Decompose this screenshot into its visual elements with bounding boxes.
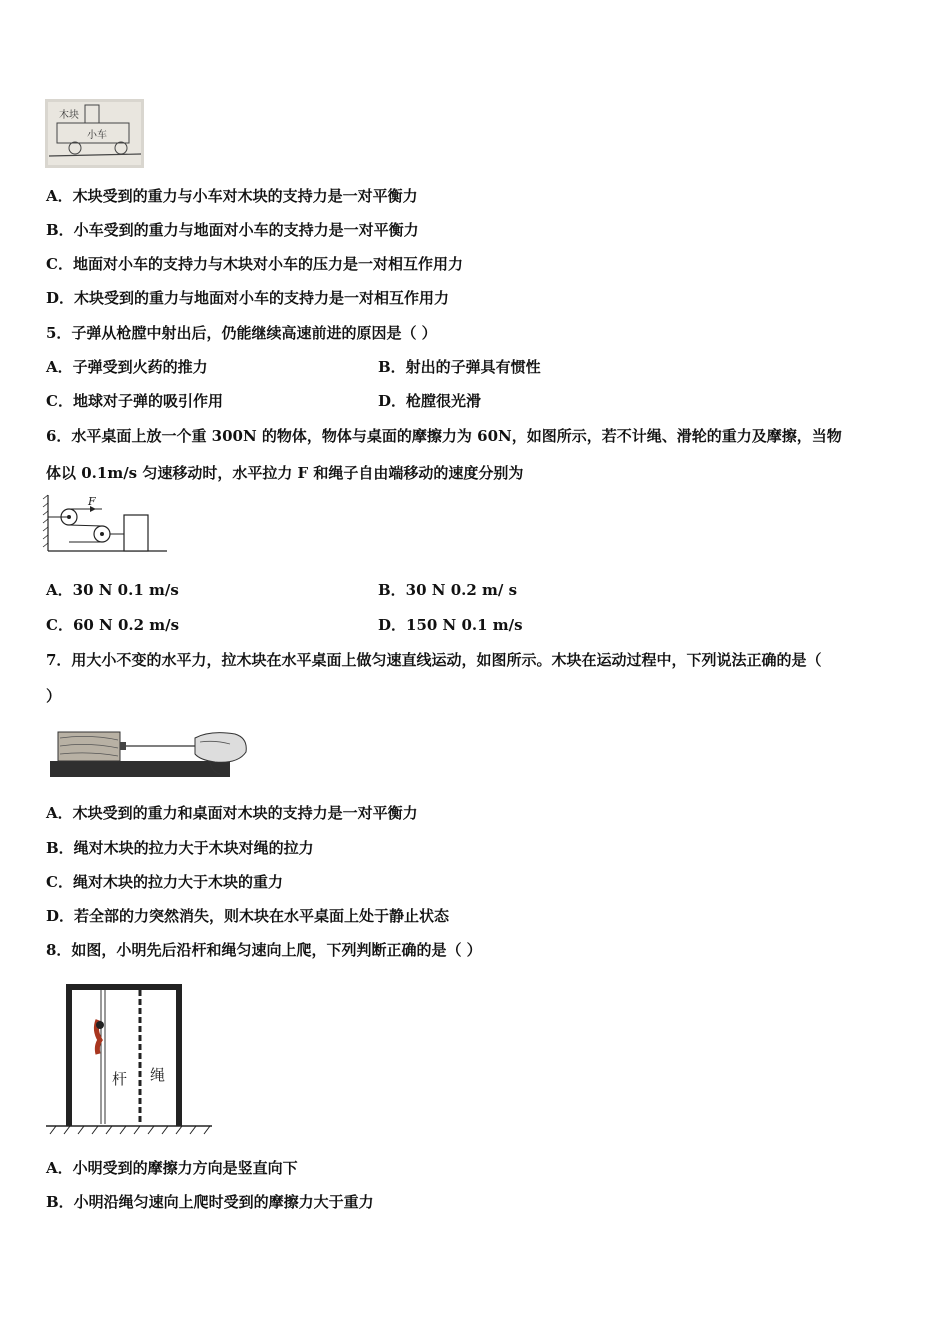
q7-option-d[interactable]: D．若全部的力突然消失，则木块在水平桌面上处于静止状态 <box>46 907 450 925</box>
pulling-block-drawing <box>50 724 248 780</box>
q6-stem-line2: 体以 0.1m/s 匀速移动时，水平拉力 F 和绳子自由端移动的速度分别为 <box>46 464 524 482</box>
q5-option-d[interactable]: D．枪膛很光滑 <box>378 392 482 410</box>
q5-option-a[interactable]: A．子弹受到火药的推力 <box>46 358 208 376</box>
q8-option-b[interactable]: B．小明沿绳匀速向上爬时受到的摩擦力大于重力 <box>46 1193 374 1211</box>
q5-option-b[interactable]: B．射出的子弹具有惯性 <box>378 358 541 376</box>
pulley-drawing <box>42 493 170 557</box>
q8-option-a[interactable]: A．小明受到的摩擦力方向是竖直向下 <box>46 1159 298 1177</box>
force-label-f: F <box>88 495 96 508</box>
q6-option-d[interactable]: D．150 N 0.1 m/s <box>378 616 523 634</box>
q7-stem-line2: ） <box>46 687 62 705</box>
block-cart-drawing <box>45 99 144 168</box>
q7-option-c[interactable]: C．绳对木块的拉力大于木块的重力 <box>46 873 283 891</box>
pole-label: 杆 <box>112 1070 128 1088</box>
figure-pole-rope <box>44 980 214 1140</box>
q6-stem-line1: 6．水平桌面上放一个重 300N 的物体，物体与桌面的摩擦力为 60N，如图所示，若不计绳、滑轮的重力及摩擦，当物 <box>46 427 842 445</box>
q4-option-a[interactable]: A．木块受到的重力与小车对木块的支持力是一对平衡力 <box>46 187 418 205</box>
figure-block-on-cart <box>45 99 144 168</box>
q4-option-d[interactable]: D．木块受到的重力与地面对小车的支持力是一对相互作用力 <box>46 289 450 307</box>
q4-option-c[interactable]: C．地面对小车的支持力与木块对小车的压力是一对相互作用力 <box>46 255 463 273</box>
q8-stem: 8．如图，小明先后沿杆和绳匀速向上爬，下列判断正确的是（ ） <box>46 941 482 959</box>
rope-label: 绳 <box>150 1066 166 1084</box>
q6-option-b[interactable]: B．30 N 0.2 m/ s <box>378 581 518 599</box>
figure-pulley <box>42 493 170 557</box>
cart-label: 小车 <box>87 130 107 141</box>
figure-pulling-block <box>50 724 248 780</box>
q7-option-a[interactable]: A．木块受到的重力和桌面对木块的支持力是一对平衡力 <box>46 804 418 822</box>
q6-option-c[interactable]: C．60 N 0.2 m/s <box>46 616 180 634</box>
pole-rope-drawing <box>44 980 214 1140</box>
q4-option-b[interactable]: B．小车受到的重力与地面对小车的支持力是一对平衡力 <box>46 221 419 239</box>
q6-option-a[interactable]: A．30 N 0.1 m/s <box>46 581 179 599</box>
q7-stem-line1: 7．用大小不变的水平力，拉木块在水平桌面上做匀速直线运动，如图所示。木块在运动过程中，下列说法正确的是（ <box>46 651 822 669</box>
q5-option-c[interactable]: C．地球对子弹的吸引作用 <box>46 392 223 410</box>
block-label: 木块 <box>59 110 79 121</box>
q7-option-b[interactable]: B．绳对木块的拉力大于木块对绳的拉力 <box>46 839 314 857</box>
q5-stem: 5．子弹从枪膛中射出后，仍能继续高速前进的原因是（ ） <box>46 324 437 342</box>
